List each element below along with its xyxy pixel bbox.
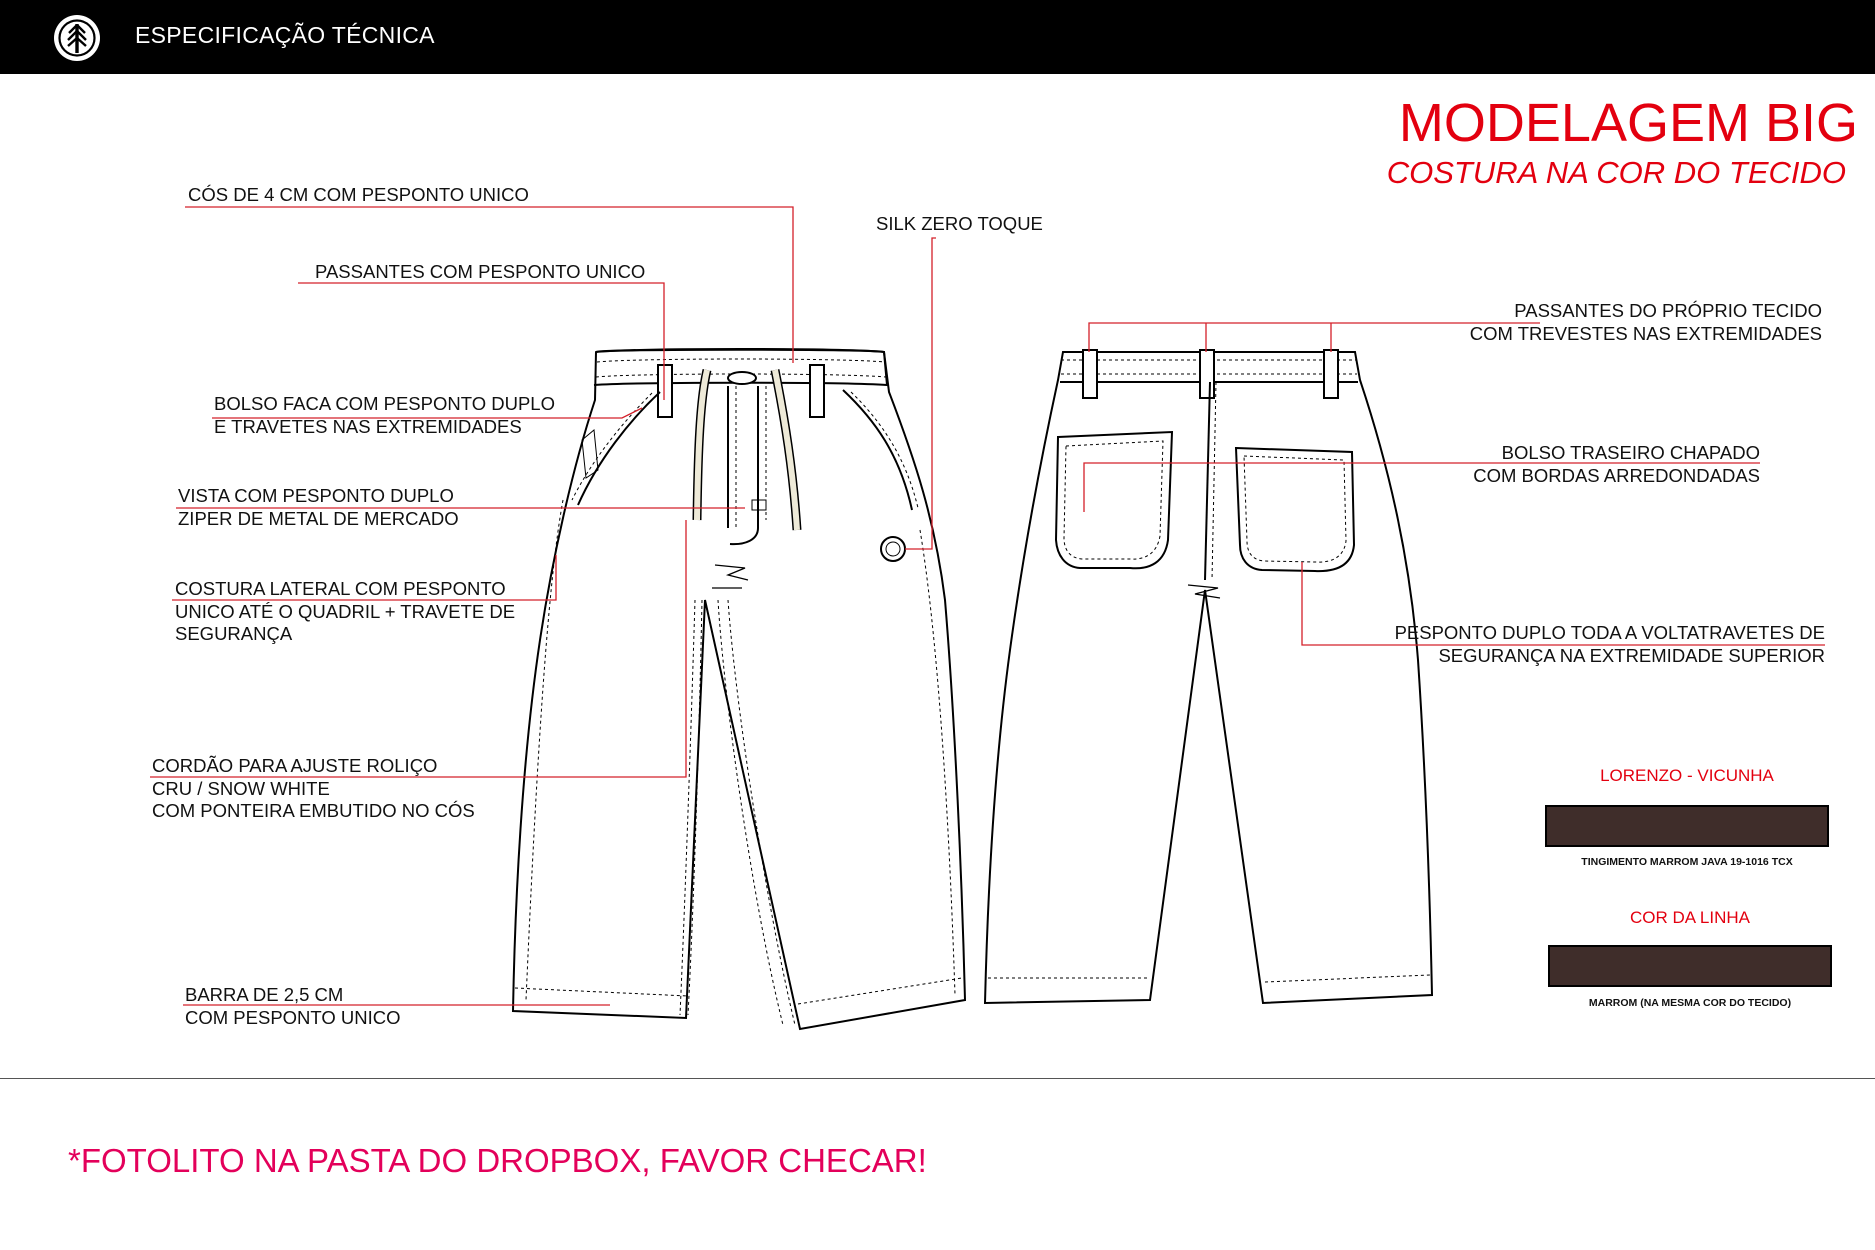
callout-fly [178, 485, 459, 530]
callout-hem [185, 984, 401, 1029]
footer-note: *FOTOLITO NA PASTA DO DROPBOX, FAVOR CHECAR! [68, 1142, 927, 1179]
callout-line: COM PONTEIRA EMBUTIDO NO CÓS [152, 800, 475, 821]
callout-front-pocket [214, 393, 555, 438]
callout-back-loops [1470, 300, 1822, 345]
callout-line: UNICO ATÉ O QUADRIL + TRAVETE DE [175, 600, 516, 622]
callout-line: BOLSO FACA COM PESPONTO DUPLO [214, 393, 555, 414]
footer-divider [0, 1078, 1875, 1079]
page-subtitle: COSTURA NA COR DO TECIDO [1386, 155, 1846, 190]
back-pants-view [985, 350, 1432, 1003]
fabric-swatch-title: LORENZO - VICUNHA [1600, 766, 1774, 785]
fabric-swatch-caption: TINGIMENTO MARROM JAVA 19-1016 TCX [1581, 856, 1793, 868]
front-pants-view [513, 349, 965, 1029]
callout-line: VISTA COM PESPONTO DUPLO [178, 485, 454, 506]
page-title: MODELAGEM BIG [1398, 93, 1858, 153]
thread-swatch-title: COR DA LINHA [1630, 908, 1750, 927]
callout-line: PESPONTO DUPLO TODA A VOLTATRAVETES DE [1394, 622, 1825, 643]
callout-belt-loops: PASSANTES COM PESPONTO UNICO [315, 261, 646, 282]
fabric-color-swatch [1545, 805, 1829, 847]
callout-line: BARRA DE 2,5 CM [185, 984, 344, 1005]
callout-line: COM BORDAS ARREDONDADAS [1473, 464, 1760, 486]
callout-line: E TRAVETES NAS EXTREMIDADES [214, 415, 522, 437]
callout-line: PASSANTES DO PRÓPRIO TECIDO [1514, 300, 1822, 321]
callout-line: SEGURANÇA NA EXTREMIDADE SUPERIOR [1438, 644, 1825, 666]
callout-line: BOLSO TRASEIRO CHAPADO [1501, 442, 1760, 463]
thread-swatch-caption: MARROM (NA MESMA COR DO TECIDO) [1588, 997, 1792, 1009]
callout-line: CORDÃO PARA AJUSTE ROLIÇO [152, 755, 438, 776]
header-title: ESPECIFICAÇÃO TÉCNICA [135, 22, 435, 48]
callout-silk: SILK ZERO TOQUE [876, 213, 1043, 234]
callout-waistband: CÓS DE 4 CM COM PESPONTO UNICO [188, 184, 529, 205]
callout-line: COSTURA LATERAL COM PESPONTO [175, 578, 506, 599]
callout-drawcord [152, 755, 475, 823]
callout-line: ZIPER DE METAL DE MERCADO [178, 507, 459, 529]
callout-line: SEGURANÇA [175, 623, 293, 644]
callout-line: CRU / SNOW WHITE [152, 777, 330, 799]
callout-side-seam [175, 578, 515, 646]
callout-line: COM PESPONTO UNICO [185, 1006, 401, 1028]
callout-back-pocket [1473, 442, 1760, 487]
thread-color-swatch [1548, 945, 1832, 987]
callout-line: COM TREVESTES NAS EXTREMIDADES [1469, 322, 1822, 344]
callout-back-stitch [1395, 622, 1825, 667]
